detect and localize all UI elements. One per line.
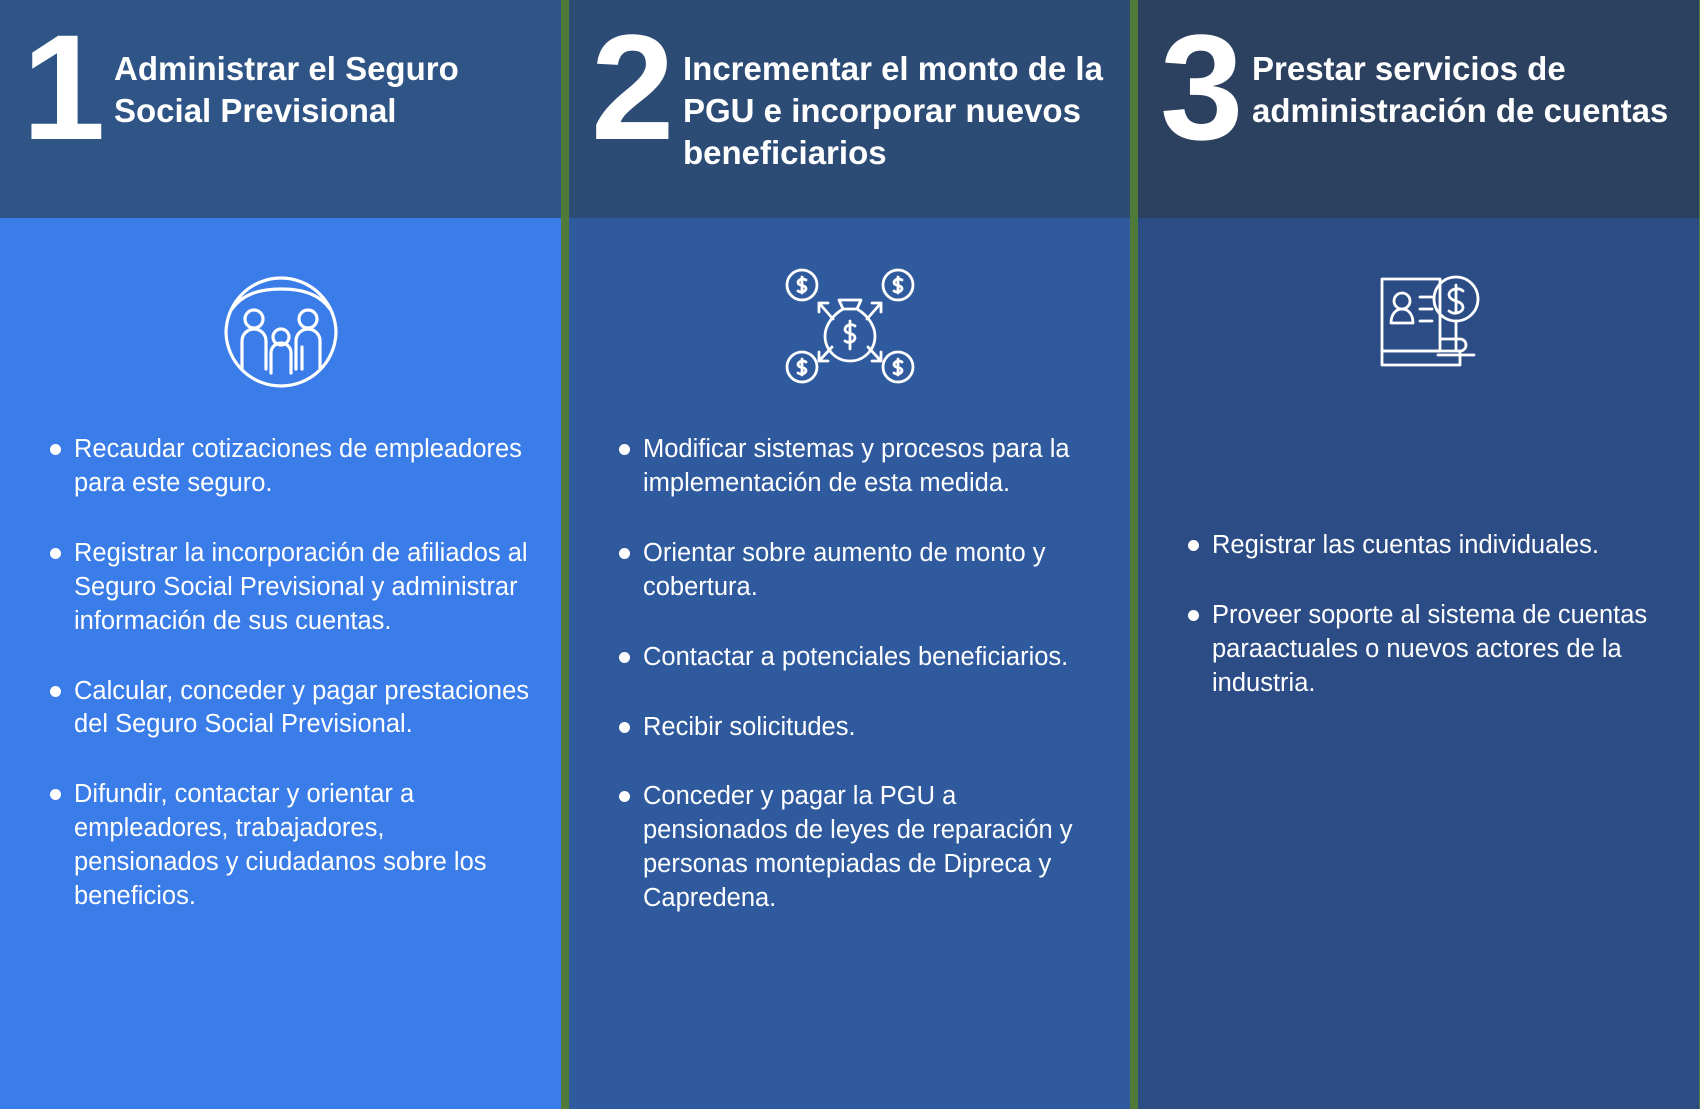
list-item	[26, 537, 535, 639]
list-item	[1164, 599, 1673, 701]
column-2-number: 2	[591, 3, 673, 171]
list-item	[26, 433, 535, 501]
family-shield-icon	[26, 218, 535, 433]
list-item	[595, 537, 1104, 605]
column-3-body	[1138, 218, 1699, 1109]
bullet-text: Recaudar cotizaciones de empleadores para este seguro.	[74, 435, 522, 497]
account-card-dollar-icon	[1164, 218, 1673, 433]
column-3-number: 3	[1160, 3, 1242, 171]
bullet-dot-icon	[619, 652, 630, 663]
column-2-title: Incrementar el monto de la PGU e incorporar nuevos beneficiarios	[683, 50, 1103, 171]
bullet-dot-icon	[1188, 540, 1199, 551]
column-divider	[561, 0, 569, 1109]
column-1-title: Administrar el Seguro Social Previsional	[114, 50, 459, 129]
bullet-text: Calcular, conceder y pagar prestaciones del Seguro Social Previsional.	[74, 676, 530, 739]
bullet-dot-icon	[619, 548, 630, 559]
list-item	[595, 433, 1104, 501]
list-item	[26, 675, 535, 743]
column-2-header	[569, 0, 1130, 218]
bullet-text: Difundir, contactar y orientar a empleadores, trabajadores, pensionados y ciudadanos sobre los beneficios.	[74, 780, 487, 911]
bullet-text: Conceder y pagar la PGU a pensionados de leyes de reparación y personas montepiadas de Dipreca y Capredena.	[643, 782, 1073, 913]
column-2-body	[569, 218, 1130, 1109]
bullet-dot-icon	[1188, 610, 1199, 621]
column-1-number: 1	[22, 3, 104, 171]
money-bag-distribution-icon	[595, 218, 1104, 433]
column-1-body	[0, 218, 561, 1109]
column-1-header	[0, 0, 561, 218]
bullet-dot-icon	[50, 548, 61, 559]
column-3	[1138, 0, 1699, 1109]
column-3-header	[1138, 0, 1699, 218]
bullet-dot-icon	[50, 686, 61, 697]
column-3-title: Prestar servicios de administración de cuentas	[1252, 50, 1669, 129]
list-item	[1164, 529, 1673, 563]
column-1-bullets	[26, 433, 535, 950]
column-3-bullets	[1164, 529, 1673, 737]
column-2	[569, 0, 1130, 1109]
bullet-dot-icon	[50, 789, 61, 800]
bullet-text: Registrar la incorporación de afiliados al Seguro Social Previsional y administrar información de sus cuentas.	[74, 538, 528, 635]
bullet-dot-icon	[619, 791, 630, 802]
list-item	[595, 641, 1104, 675]
column-divider	[1130, 0, 1138, 1109]
bullet-dot-icon	[50, 444, 61, 455]
bullet-text: Registrar las cuentas individuales.	[1212, 531, 1599, 559]
bullet-text: Orientar sobre aumento de monto y cobertura.	[643, 538, 1046, 601]
list-item	[595, 711, 1104, 745]
bullet-dot-icon	[619, 444, 630, 455]
bullet-text: Contactar a potenciales beneficiarios.	[643, 642, 1069, 671]
bullet-text: Modificar sistemas y procesos para la implementación de esta medida.	[643, 435, 1070, 497]
list-item	[26, 778, 535, 914]
column-1	[0, 0, 561, 1109]
column-2-bullets	[595, 433, 1104, 952]
bullet-dot-icon	[619, 722, 630, 733]
bullet-text: Proveer soporte al sistema de cuentas paraactuales o nuevos actores de la industria.	[1212, 600, 1648, 697]
list-item	[595, 780, 1104, 916]
bullet-text: Recibir solicitudes.	[643, 712, 856, 741]
